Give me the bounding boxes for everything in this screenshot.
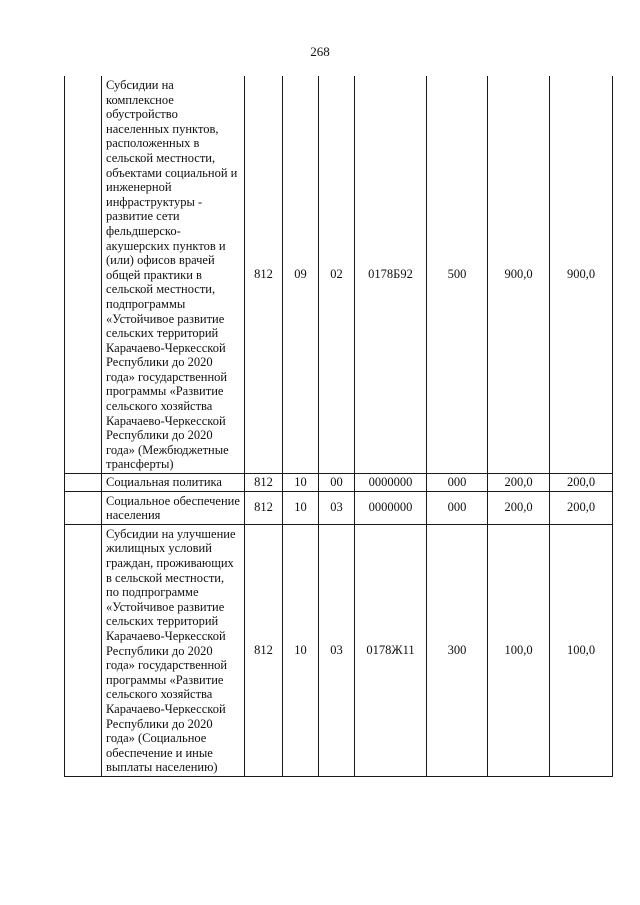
ved-cell: 812 [245,76,283,474]
csr-cell: 0000000 [355,474,427,492]
sum1-cell: 200,0 [488,491,550,524]
vr-cell: 500 [427,76,488,474]
ved-cell: 812 [245,491,283,524]
rz-cell: 09 [283,76,319,474]
budget-table [64,76,613,777]
ved-cell: 812 [245,474,283,492]
pr-cell: 00 [319,474,355,492]
pr-cell: 03 [319,524,355,776]
rz-cell: 10 [283,524,319,776]
sum2-cell: 200,0 [550,474,613,492]
pr-cell: 02 [319,76,355,474]
vr-cell: 000 [427,491,488,524]
sum1-cell: 900,0 [488,76,550,474]
blank-cell [65,491,102,524]
csr-cell: 0178Б92 [355,76,427,474]
ved-cell: 812 [245,524,283,776]
blank-cell [65,474,102,492]
vr-cell: 000 [427,474,488,492]
row-name: Социальная политика [102,474,245,492]
row-name: Субсидии на улучшение жилищных условий граждан, проживающих в сельской местности, по подпрограмме «Устойчивое развитие сельских территорий Карачаево-Черкесской Республики до 2020 года» государственной программы «Развитие сельского хозяйства Карачаево-Черкесской Республики до 2020 года» (Социальное обеспечение и иные выплаты населению) [102,524,245,776]
sum2-cell: 200,0 [550,491,613,524]
rz-cell: 10 [283,474,319,492]
sum1-cell: 100,0 [488,524,550,776]
sum2-cell: 100,0 [550,524,613,776]
row-name: Субсидии на комплексное обустройство населенных пунктов, расположенных в сельской местности, объектами социальной и инженерной инфраструктуры - развитие сети фельдшерско-акушерских пунктов и (или) офисов врачей общей практики в сельской местности, подпрограммы «Устойчивое развитие сельских территорий Карачаево-Черкесской Республики до 2020 года» государственной программы «Развитие сельского хозяйства Карачаево-Черкесской Республики до 2020 года» (Межбюджетные трансферты) [102,76,245,474]
table-row [65,491,613,524]
row-name: Социальное обеспечение населения [102,491,245,524]
table-row [65,524,613,776]
sum2-cell: 900,0 [550,76,613,474]
vr-cell: 300 [427,524,488,776]
rz-cell: 10 [283,491,319,524]
sum1-cell: 200,0 [488,474,550,492]
blank-cell [65,524,102,776]
table-row [65,76,613,474]
blank-cell [65,76,102,474]
pr-cell: 03 [319,491,355,524]
csr-cell: 0000000 [355,491,427,524]
table-row [65,474,613,492]
csr-cell: 0178Ж11 [355,524,427,776]
page-number: 268 [310,44,330,59]
